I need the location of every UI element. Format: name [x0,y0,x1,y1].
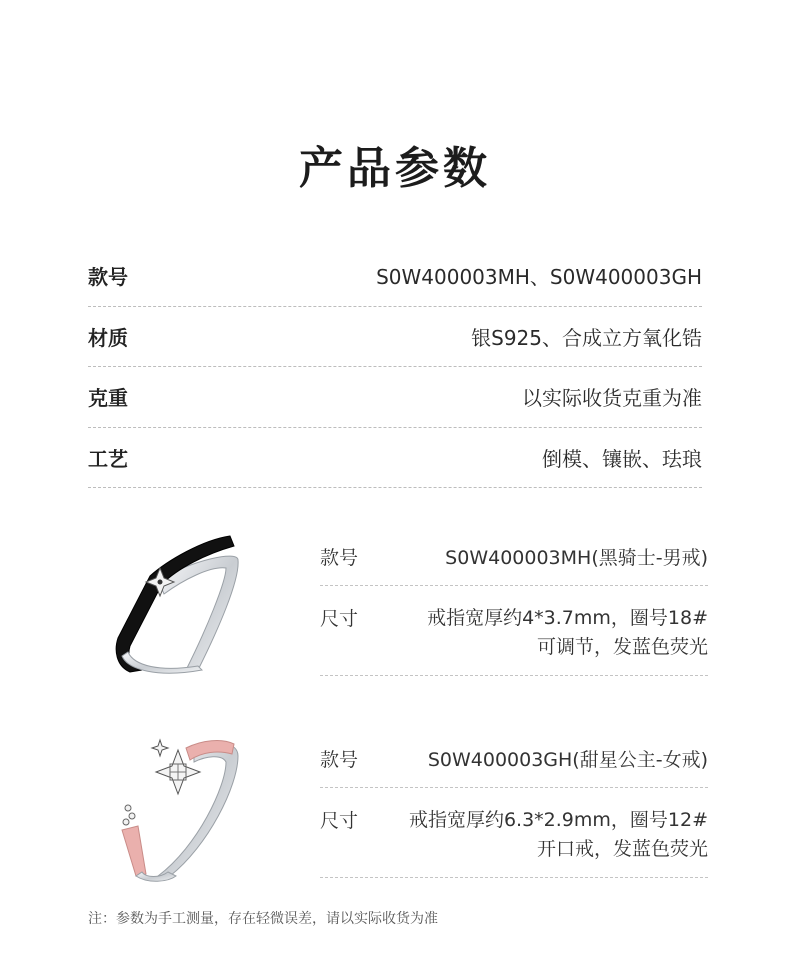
detail-row-code [320,729,708,788]
detail-value: S0W400003GH(甜星公主-女戒) [427,748,708,771]
spec-row-code [88,246,702,307]
spec-label: 款号 [88,265,128,290]
spec-value: 倒模、镶嵌、珐琅 [542,446,702,471]
product-detail-table [320,729,708,878]
spec-label: 克重 [88,386,128,411]
detail-value [427,604,708,662]
pink-ring-image [98,726,258,886]
detail-value: S0W400003MH(黑骑士-男戒) [445,546,708,569]
product-detail-table [320,527,708,676]
size-line: 开口戒，发蓝色荧光 [536,838,708,860]
detail-row-size [320,586,708,676]
size-line: 戒指宽厚约4*3.7mm，圈号18# [427,607,708,629]
size-line: 戒指宽厚约6.3*2.9mm，圈号12# [408,809,708,831]
spec-value: 银S925、合成立方氧化锆 [471,325,702,350]
spec-row-weight [88,367,702,428]
detail-label: 尺寸 [320,810,359,832]
page-title: 产品参数 [299,143,491,194]
detail-row-size [320,788,708,878]
spec-table [88,246,702,488]
black-ring-image [98,520,258,680]
detail-label: 款号 [320,546,359,569]
footnote: 注：参数为手工测量，存在轻微误差，请以实际收货为准 [88,911,438,927]
size-line: 可调节，发蓝色荧光 [536,636,708,658]
detail-row-code [320,527,708,586]
detail-value [409,806,708,864]
spec-label: 工艺 [88,446,128,471]
detail-label: 尺寸 [320,608,359,630]
spec-value: S0W400003MH、S0W400003GH [376,265,702,290]
detail-label: 款号 [320,748,359,771]
spec-row-material [88,307,702,368]
spec-value: 以实际收货克重为准 [522,386,702,411]
spec-row-craft [88,428,702,489]
spec-label: 材质 [88,325,128,350]
